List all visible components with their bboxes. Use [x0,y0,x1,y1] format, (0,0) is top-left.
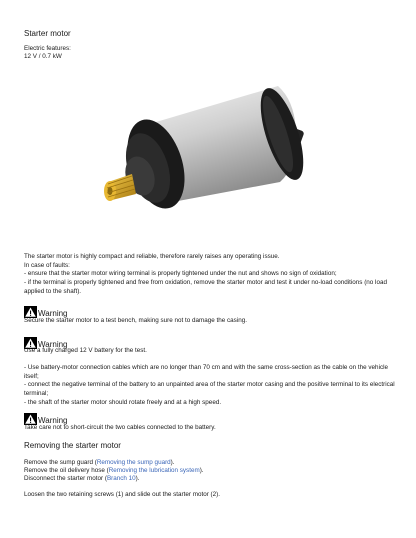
features-label: Electric features: [24,45,71,52]
step-text: ). [135,475,140,482]
warning-label: Warning [38,416,68,425]
warning-text-3: Take care not to short-circuit the two cables connected to the battery. [24,424,216,431]
removal-step-3 [24,475,140,484]
test-steps-paragraph: - Use battery-motor connection cables which are no longer than 70 cm and with the same cross-section as the cable on the vehicle itself; - connect the negative terminal of the battery to an unpainted area of the starter motor casing and the positive terminal to its electrical terminal; - the shaft of the starter motor should rotate freely and at a high speed. [24,364,395,406]
warning-label: Warning [38,309,68,318]
starter-motor-image [90,72,325,222]
warning-text-2: Use a fully charged 12 V battery for the test. [24,347,147,354]
step-text: ). [199,467,204,474]
link-removing-lubrication-system[interactable]: Removing the lubrication system [108,467,200,474]
step-text: ). [170,459,175,466]
description-paragraph: The starter motor is highly compact and reliable, therefore rarely raises any operating issue. In case of faults: - ensure that the starter motor wiring terminal is properly tightened under the nut and shows no sign of oxidation; - if the terminal is properly tightened and free from oxidation, remove the starter motor and test it under no-load conditions (no load applied to the shaft). [24,253,387,295]
link-removing-sump-guard[interactable]: Removing the sump guard [96,459,171,466]
page-title: Starter motor [24,29,71,38]
link-branch-10[interactable]: Branch 10 [106,475,136,482]
features-value: 12 V / 0.7 kW [24,53,62,60]
removal-final-step: Loosen the two retaining screws (1) and slide out the starter motor (2). [24,491,220,498]
section-heading: Removing the starter motor [24,441,121,450]
warning-label: Warning [38,340,68,349]
warning-text-1: Secure the starter motor to a test bench, making sure not to damage the casing. [24,317,247,324]
step-text: Disconnect the starter motor ( [24,475,107,482]
step-text: Remove the oil delivery hose ( [24,467,109,474]
step-text: Remove the sump guard ( [24,459,97,466]
